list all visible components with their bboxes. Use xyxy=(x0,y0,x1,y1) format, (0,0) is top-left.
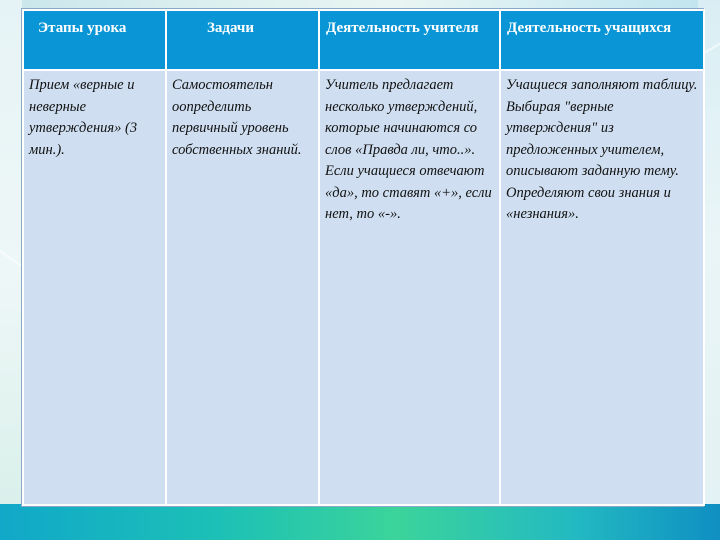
lesson-table xyxy=(22,9,705,506)
background-bottom-band xyxy=(0,504,720,540)
lesson-table-container xyxy=(22,9,703,506)
cell-task: Самостоятельн оопределить первичный уровень собственных знаний. xyxy=(166,70,319,505)
cell-student-activity: Учащиеся заполняют таблицу. Выбирая "верные утверждения" из предложенных учителем, описывают заданную тему. Определяют свои знания и «незнания». xyxy=(500,70,704,505)
cell-teacher-activity: Учитель предлагает несколько утверждений, которые начинаются со слов «Правда ли, что..». Если учащиеся отвечают «да», то ставят «+», если нет, то «-». xyxy=(319,70,500,505)
table-row xyxy=(23,70,704,505)
header-teacher-activity: Деятельность учителя xyxy=(319,10,500,70)
table-header-row xyxy=(23,10,704,70)
header-student-activity: Деятельность учащихся xyxy=(500,10,704,70)
cell-stage: Прием «верные и неверные утверждения» (3 мин.). xyxy=(23,70,166,505)
header-stages: Этапы урока xyxy=(23,10,166,70)
header-tasks: Задачи xyxy=(166,10,319,70)
background-left-band xyxy=(0,0,22,540)
